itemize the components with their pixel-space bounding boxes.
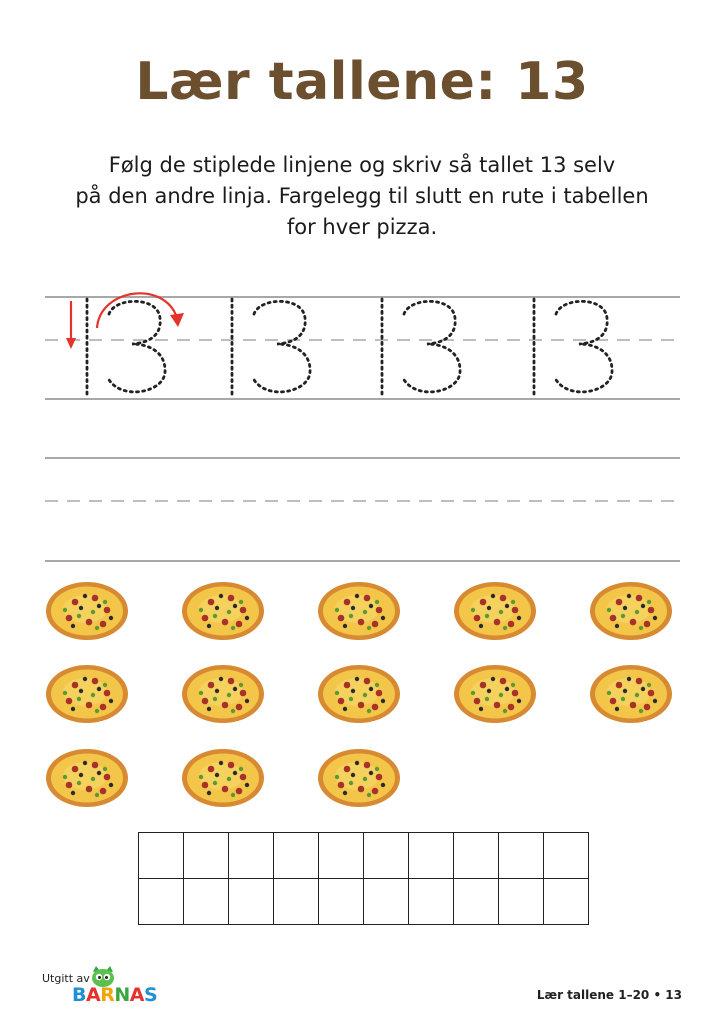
curve-arrow-icon	[97, 293, 177, 328]
dotted-number-2[interactable]	[232, 299, 310, 396]
instruction-line: Følg de stiplede linjene og skriv så tallet 13 selv	[108, 153, 616, 177]
grid-row	[139, 833, 589, 879]
coloring-grid[interactable]	[138, 832, 589, 925]
grid-cell[interactable]	[499, 833, 544, 879]
pizza-icon	[589, 663, 673, 725]
pizza-icon	[45, 747, 129, 809]
grid-cell[interactable]	[184, 879, 229, 925]
instruction-line: for hver pizza.	[286, 215, 438, 239]
grid-cell[interactable]	[319, 879, 364, 925]
pizza-icon	[589, 580, 673, 642]
brand-letter: R	[100, 984, 115, 1006]
grid-row	[139, 879, 589, 925]
grid-cell[interactable]	[409, 879, 454, 925]
page-title: Lær tallene: 13	[135, 52, 589, 112]
grid-cell[interactable]	[544, 879, 589, 925]
published-by-label: Utgitt av	[42, 972, 90, 985]
brand-logo	[72, 984, 157, 1006]
instructions	[20, 150, 704, 243]
page-label: Lær tallene 1–20 • 13	[536, 988, 682, 1002]
grid-cell[interactable]	[454, 833, 499, 879]
grid-cell[interactable]	[274, 833, 319, 879]
pizza-icon	[317, 747, 401, 809]
pizza-icon	[45, 663, 129, 725]
brand-letter: S	[143, 984, 158, 1006]
pizza-icon	[45, 580, 129, 642]
brand-letter: A	[85, 984, 101, 1006]
grid-cell[interactable]	[139, 879, 184, 925]
grid-cell[interactable]	[139, 833, 184, 879]
grid-cell[interactable]	[229, 833, 274, 879]
pizza-icon	[181, 663, 265, 725]
grid-cell[interactable]	[184, 833, 229, 879]
dotted-number-1[interactable]	[87, 299, 165, 396]
brand-letter: N	[114, 984, 130, 1006]
grid-cell[interactable]	[364, 879, 409, 925]
grid-cell[interactable]	[454, 879, 499, 925]
grid-cell[interactable]	[409, 833, 454, 879]
grid-cell[interactable]	[499, 879, 544, 925]
grid-cell[interactable]	[364, 833, 409, 879]
brand-letter: A	[129, 984, 144, 1006]
grid-cell[interactable]	[229, 879, 274, 925]
pizza-icon	[317, 663, 401, 725]
pizza-icon	[453, 580, 537, 642]
dotted-number-4[interactable]	[534, 299, 612, 396]
tracing-area[interactable]	[0, 280, 724, 570]
pizza-icon	[317, 580, 401, 642]
dotted-number-3[interactable]	[382, 299, 460, 396]
curve-arrow-head-icon	[170, 313, 184, 327]
grid-cell[interactable]	[274, 879, 319, 925]
instruction-line: på den andre linja. Fargelegg til slutt en rute i tabellen	[75, 184, 649, 208]
grid-cell[interactable]	[319, 833, 364, 879]
pizza-icon	[181, 580, 265, 642]
brand-letter: B	[72, 984, 86, 1006]
down-arrow-head-icon	[66, 338, 76, 349]
pizza-icon	[453, 663, 537, 725]
grid-cell[interactable]	[544, 833, 589, 879]
pizza-icon	[181, 747, 265, 809]
